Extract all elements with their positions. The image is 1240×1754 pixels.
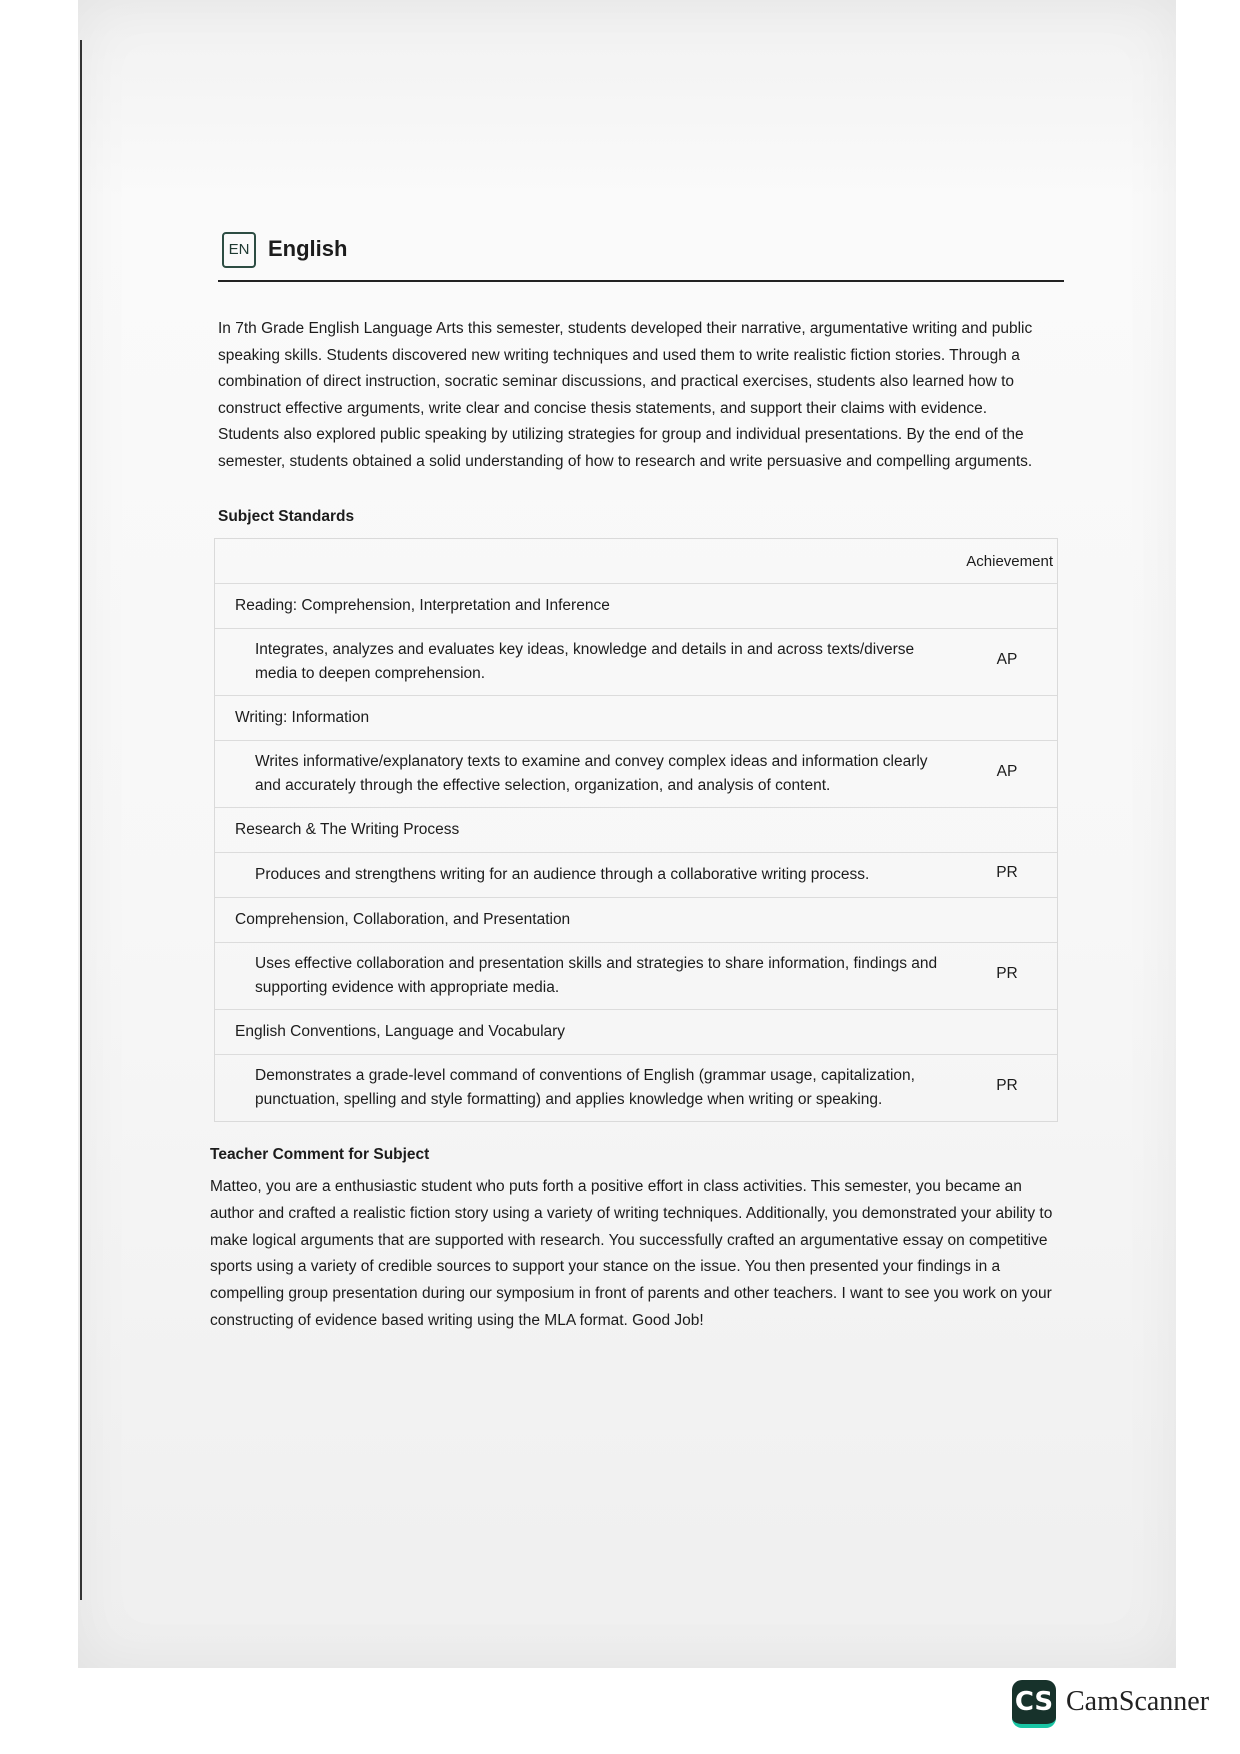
teacher-comment-text: Matteo, you are a enthusiastic student who puts forth a positive effort in class activities. This semester, you became an author and crafted a realistic fiction story using a variety of writing techniques. Additionally, you demonstrated your ability to make logical arguments that are supported with research. You successfully crafted an argumentative essay on competitive sports using a variety of credible sources to support your stance on the issue. You then presented your findings in a compelling group presentation during our symposium in front of parents and other teachers. I want to see you work on your constructing of evidence based writing using the MLA format. Good Job! xyxy=(210,1178,1053,1329)
category-name: Reading: Comprehension, Interpretation and Inference xyxy=(235,597,610,614)
standard-description: Writes informative/explanatory texts to examine and convey complex ideas and information clearly and accurately through the effective selection, organization, and analysis of content. xyxy=(255,753,928,794)
standard-description: Uses effective collaboration and presentation skills and strategies to share information, findings and supporting evidence with appropriate media. xyxy=(255,955,938,996)
category-row xyxy=(215,807,1057,852)
standard-row xyxy=(215,852,1057,897)
category-row xyxy=(215,1009,1057,1054)
achievement-column-header: Achievement xyxy=(966,553,1053,570)
standards-heading: Subject Standards xyxy=(218,508,355,525)
achievement-grade: PR xyxy=(996,965,1018,982)
standards-table xyxy=(214,538,1058,1122)
standard-description: Integrates, analyzes and evaluates key ideas, knowledge and details in and across texts/diverse media to deepen comprehension. xyxy=(255,641,915,682)
page-edge-shadow xyxy=(80,40,82,1600)
achievement-grade: AP xyxy=(996,651,1018,668)
teacher-comment-heading: Teacher Comment for Subject xyxy=(210,1146,430,1163)
category-row xyxy=(215,897,1057,942)
category-row xyxy=(215,583,1057,628)
subject-description: In 7th Grade English Language Arts this semester, students developed their narrative, argumentative writing and public speaking skills. Students discovered new writing techniques and used them to write realistic fiction stories. Through a combination of direct instruction, socratic seminar discussions, and practical exercises, students also learned how to construct effective arguments, write clear and concise thesis statements, and support their claims with evidence. Students also explored public speaking by utilizing strategies for group and individual presentations. By the end of the semester, students obtained a solid understanding of how to research and write persuasive and compelling arguments. xyxy=(218,320,1033,470)
achievement-grade: PR xyxy=(996,864,1018,881)
standard-description: Produces and strengthens writing for an audience through a collaborative writing process. xyxy=(255,866,870,883)
subject-code-badge: EN xyxy=(222,232,256,268)
category-name: Writing: Information xyxy=(235,709,370,726)
standard-row xyxy=(215,942,1057,1009)
category-name: English Conventions, Language and Vocabulary xyxy=(235,1023,566,1040)
camscanner-logo-text: CamScanner xyxy=(1066,1686,1210,1717)
achievement-grade: PR xyxy=(996,1077,1018,1094)
achievement-grade: AP xyxy=(996,763,1018,780)
category-name: Research & The Writing Process xyxy=(235,821,460,838)
standard-row xyxy=(215,740,1057,807)
subject-header xyxy=(218,232,1064,282)
standard-row xyxy=(215,1054,1057,1121)
category-row xyxy=(215,695,1057,740)
table-header xyxy=(215,539,1057,583)
standard-description: Demonstrates a grade-level command of conventions of English (grammar usage, capitalization, punctuation, spelling and style formatting) and applies knowledge when writing or speaking. xyxy=(255,1067,915,1108)
category-name: Comprehension, Collaboration, and Presentation xyxy=(235,911,571,928)
standard-row xyxy=(215,628,1057,695)
subject-title: English xyxy=(268,236,348,261)
camscanner-logo-icon: CS xyxy=(1012,1680,1056,1728)
